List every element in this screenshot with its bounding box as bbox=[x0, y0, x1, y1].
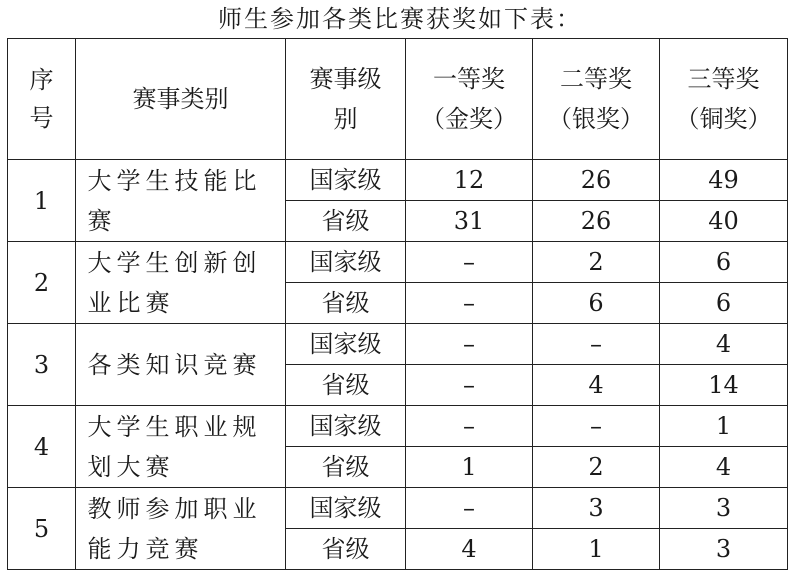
header-level: 赛事级别 bbox=[286, 39, 406, 160]
bronze-cell: 3 bbox=[660, 488, 788, 529]
gold-cell: – bbox=[406, 242, 533, 283]
bronze-cell: 1 bbox=[660, 406, 788, 447]
silver-cell: 2 bbox=[533, 447, 660, 488]
silver-cell: 26 bbox=[533, 160, 660, 201]
header-gold: 一等奖（金奖） bbox=[406, 39, 533, 160]
table-header-row bbox=[8, 39, 788, 160]
category-cell: 各类知识竞赛 bbox=[76, 324, 286, 406]
table-row bbox=[8, 406, 788, 447]
gold-cell: 4 bbox=[406, 529, 533, 570]
silver-cell: 26 bbox=[533, 201, 660, 242]
level-cell: 国家级 bbox=[286, 406, 406, 447]
level-cell: 省级 bbox=[286, 365, 406, 406]
silver-cell: 4 bbox=[533, 365, 660, 406]
level-cell: 国家级 bbox=[286, 488, 406, 529]
header-silver: 二等奖（银奖） bbox=[533, 39, 660, 160]
silver-cell: 1 bbox=[533, 529, 660, 570]
gold-cell: – bbox=[406, 283, 533, 324]
gold-cell: – bbox=[406, 488, 533, 529]
silver-cell: – bbox=[533, 324, 660, 365]
bronze-cell: 40 bbox=[660, 201, 788, 242]
level-cell: 省级 bbox=[286, 283, 406, 324]
gold-cell: – bbox=[406, 324, 533, 365]
level-cell: 国家级 bbox=[286, 324, 406, 365]
gold-cell: 12 bbox=[406, 160, 533, 201]
seq-cell: 2 bbox=[8, 242, 76, 324]
table-row bbox=[8, 488, 788, 529]
category-cell: 大学生职业规划大赛 bbox=[76, 406, 286, 488]
bronze-cell: 14 bbox=[660, 365, 788, 406]
bronze-cell: 6 bbox=[660, 283, 788, 324]
seq-cell: 1 bbox=[8, 160, 76, 242]
table-row bbox=[8, 242, 788, 283]
category-cell: 大学生创新创业比赛 bbox=[76, 242, 286, 324]
silver-cell: 3 bbox=[533, 488, 660, 529]
bronze-cell: 49 bbox=[660, 160, 788, 201]
seq-cell: 5 bbox=[8, 488, 76, 570]
silver-cell: – bbox=[533, 406, 660, 447]
category-cell: 大学生技能比赛 bbox=[76, 160, 286, 242]
silver-cell: 6 bbox=[533, 283, 660, 324]
level-cell: 省级 bbox=[286, 447, 406, 488]
gold-cell: – bbox=[406, 365, 533, 406]
seq-cell: 4 bbox=[8, 406, 76, 488]
seq-cell: 3 bbox=[8, 324, 76, 406]
bronze-cell: 4 bbox=[660, 324, 788, 365]
gold-cell: – bbox=[406, 406, 533, 447]
bronze-cell: 3 bbox=[660, 529, 788, 570]
gold-cell: 1 bbox=[406, 447, 533, 488]
bronze-cell: 6 bbox=[660, 242, 788, 283]
header-bronze: 三等奖（铜奖） bbox=[660, 39, 788, 160]
gold-cell: 31 bbox=[406, 201, 533, 242]
category-cell: 教师参加职业能力竞赛 bbox=[76, 488, 286, 570]
page-title: 师生参加各类比赛获奖如下表： bbox=[218, 5, 582, 33]
bronze-cell: 4 bbox=[660, 447, 788, 488]
awards-table bbox=[7, 38, 788, 570]
table-row bbox=[8, 324, 788, 365]
level-cell: 省级 bbox=[286, 529, 406, 570]
level-cell: 国家级 bbox=[286, 242, 406, 283]
table-row bbox=[8, 160, 788, 201]
header-category: 赛事类别 bbox=[76, 39, 286, 160]
level-cell: 省级 bbox=[286, 201, 406, 242]
level-cell: 国家级 bbox=[286, 160, 406, 201]
silver-cell: 2 bbox=[533, 242, 660, 283]
header-seq: 序号 bbox=[8, 39, 76, 160]
